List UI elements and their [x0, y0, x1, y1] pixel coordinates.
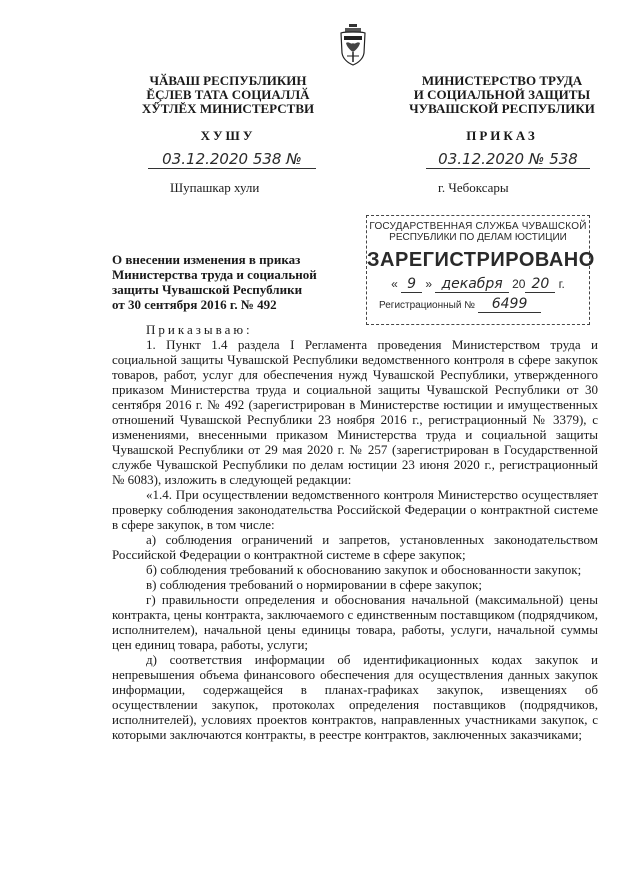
document-body: [112, 322, 598, 742]
header-russian-line-3: ЧУВАШСКОЙ РЕСПУБЛИКИ: [409, 101, 595, 116]
header-russian-line-2: И СОЦИАЛЬНОЙ ЗАЩИТЫ: [413, 87, 591, 102]
paragraph-6: г) правильности определения и обоснования начальной (максимальной) цены контракта, цены контракта, заключаемого с единственным поставщиком (подрядчиком, исполнителем), начальной цены единицы товара, работы, услуги, начальной суммы цен единиц товара, работы, услуги;: [112, 592, 598, 652]
order-word: Приказываю:: [146, 322, 253, 337]
header-russian: [398, 74, 606, 116]
title-line-2: Министерства труда и социальной: [112, 267, 317, 282]
stamp-registered: ЗАРЕГИСТРИРОВАНО: [367, 249, 595, 271]
stamp-line-2: РЕСПУБЛИКИ ПО ДЕЛАМ ЮСТИЦИИ: [389, 232, 567, 243]
header-chuvash-line-1: ЧӐВАШ РЕСПУБЛИКИН: [149, 73, 307, 88]
paragraph-3: а) соблюдения ограничений и запретов, установленных законодательством Российской Федерации о контрактной системе в сфере закупок;: [112, 532, 598, 562]
header-chuvash-line-2: ĔÇЛЕВ ТАТА СОЦИАЛЛӐ: [146, 87, 310, 102]
document-title: [112, 252, 330, 312]
title-line-4: от 30 сентября 2016 г. № 492: [112, 297, 277, 312]
stamp-date-close-quote: »: [425, 277, 433, 291]
stamp-reg-number: 6499: [478, 296, 542, 313]
paragraph-7: д) соответствия информации об идентификационных кодах закупок и непревышения объема финансового обеспечения для осуществления данных закупок информации, содержащейся в планах-графиках закупок, извещениях об осуществлении закупок, протоколах определения поставщиков (подрядчиков, исполнителей), условиях проектов контрактов, направленных участниками закупок, с которыми заключаются контракты, в реестре контрактов, заключенных заказчиками;: [112, 652, 598, 742]
header-russian-line-1: МИНИСТЕРСТВО ТРУДА: [421, 73, 583, 88]
city-russian: г. Чебоксары: [438, 180, 509, 195]
header-chuvash: [128, 74, 328, 116]
stamp-month: декабря: [435, 276, 508, 293]
stamp-day: 9: [401, 276, 422, 293]
paragraph-4: б) соблюдения требований к обоснованию закупок и обоснованности закупок;: [146, 562, 582, 577]
paragraph-5: в) соблюдения требований о нормировании в сфере закупок;: [146, 577, 482, 592]
stamp-year-prefix: 20: [512, 277, 526, 291]
paragraph-1: 1. Пункт 1.4 раздела I Регламента проведения Министерством труда и социальной защиты Чувашской Республики ведомственного контроля в сфере закупок товаров, работ, услуг для обеспечения нужд Чувашской Республики, утвержденного приказом Министерства труда и социальной защиты Чувашской Республики от 30 сентября 2016 г. № 492 (зарегистрирован в Министерстве юстиции и имущественных отношений Чувашской Республики 23 ноября 2016 г., регистрационный № 3379), с изменениями, внесенными приказом Министерства труда и социальной защиты Чувашской Республики от 29 мая 2020 г. № 257 (зарегистрирован в Государственной службе Чувашской Республики по делам юстиции 23 июня 2020 г., регистрационный № 6083), изложить в следующей редакции:: [112, 337, 598, 487]
stamp-registration-number: [367, 296, 589, 312]
date-number-chuvash: 03.12.2020 538 №: [148, 150, 316, 169]
date-number-russian: 03.12.2020 № 538: [426, 150, 590, 169]
stamp-year: 20: [525, 276, 555, 293]
doc-type-russian: ПРИКАЗ: [466, 128, 538, 143]
stamp-date-open-quote: «: [391, 277, 398, 291]
city-chuvash: Шупашкар хули: [170, 180, 260, 195]
coat-of-arms-icon: [336, 22, 370, 70]
doc-type-chuvash: ХУШУ: [200, 128, 256, 143]
paragraph-2: «1.4. При осуществлении ведомственного контроля Министерство осуществляет проверку соблюдения законодательства Российской Федерации о контрактной системе в сфере закупок, в том числе:: [112, 487, 598, 532]
registration-stamp: [366, 215, 595, 325]
header-chuvash-line-3: ХӲТЛĔХ МИНИСТЕРСТВИ: [141, 101, 315, 116]
stamp-year-suffix: г.: [558, 277, 565, 291]
stamp-date: [367, 276, 589, 292]
stamp-line-1: ГОСУДАРСТВЕННАЯ СЛУЖБА ЧУВАШСКОЙ: [369, 221, 587, 232]
title-line-1: О внесении изменения в приказ: [112, 252, 301, 267]
title-line-3: защиты Чувашской Республики: [112, 282, 303, 297]
stamp-reg-label: Регистрационный №: [379, 300, 475, 311]
